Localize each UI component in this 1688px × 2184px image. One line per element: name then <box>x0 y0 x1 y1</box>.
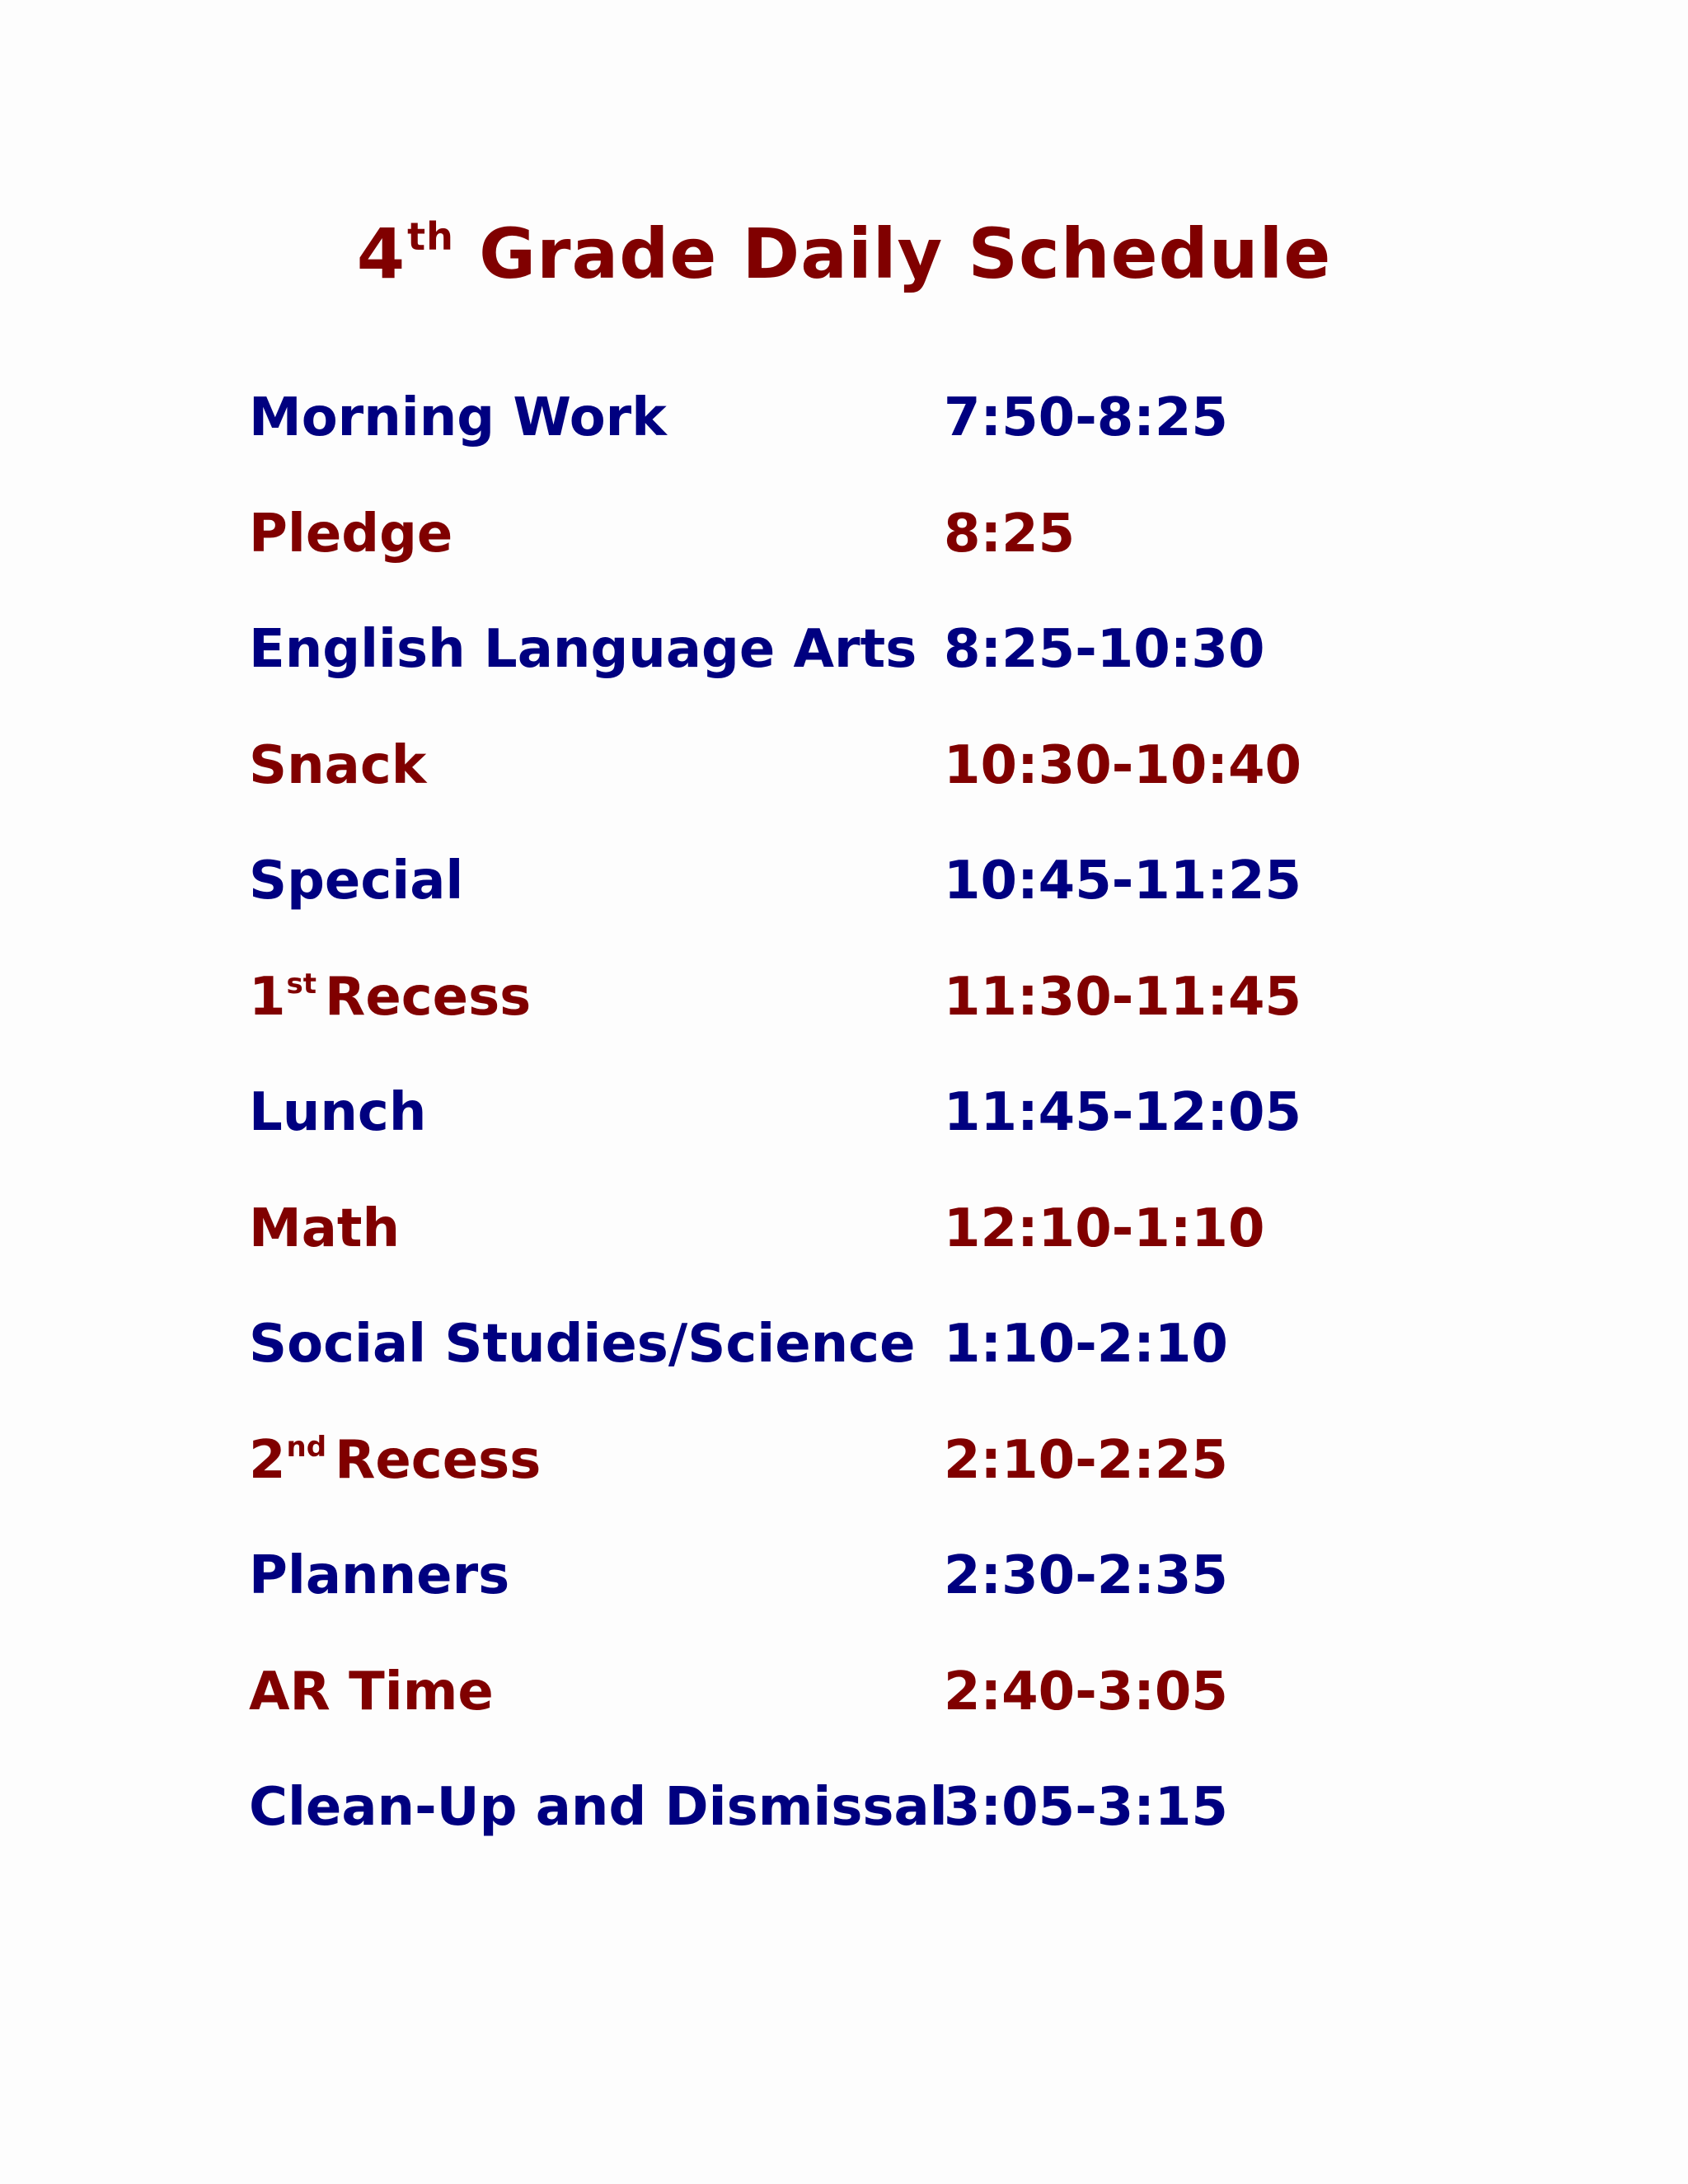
activity-name: Special <box>249 851 464 912</box>
title-text: Grade Daily Schedule <box>479 213 1332 294</box>
activity-time: 11:30-11:45 <box>944 966 1301 1028</box>
activity-time: 2:10-2:25 <box>944 1429 1228 1491</box>
ordinal-suffix: nd <box>286 1430 327 1464</box>
schedule-row <box>249 1758 1403 1874</box>
activity-name: 2nd Recess <box>249 1429 542 1491</box>
ordinal-suffix: st <box>286 967 317 1001</box>
schedule-list <box>249 368 1403 1874</box>
activity-name: English Language Arts <box>249 619 917 680</box>
activity-time: 1:10-2:10 <box>944 1314 1228 1375</box>
schedule-row <box>249 948 1403 1064</box>
activity-name: Lunch <box>249 1082 427 1143</box>
title-ordinal-suffix: th <box>407 214 454 259</box>
activity-name: Snack <box>249 734 427 796</box>
activity-time: 2:40-3:05 <box>944 1661 1228 1722</box>
activity-time: 11:45-12:05 <box>944 1082 1301 1143</box>
title-number: 4 <box>356 213 406 294</box>
schedule-row <box>249 1063 1403 1179</box>
activity-time: 3:05-3:15 <box>944 1777 1228 1838</box>
activity-time: 2:30-2:35 <box>944 1545 1228 1606</box>
activity-time: 10:45-11:25 <box>944 851 1301 912</box>
activity-name: Clean-Up and Dismissal <box>249 1777 948 1838</box>
schedule-row <box>249 716 1403 832</box>
activity-name: Planners <box>249 1545 510 1606</box>
schedule-row <box>249 600 1403 716</box>
schedule-row <box>249 1179 1403 1296</box>
schedule-row <box>249 1295 1403 1411</box>
page-title <box>0 204 1688 303</box>
schedule-row <box>249 485 1403 601</box>
activity-name: Math <box>249 1197 401 1259</box>
activity-time: 8:25-10:30 <box>944 619 1265 680</box>
activity-name: AR Time <box>249 1661 494 1722</box>
activity-time: 10:30-10:40 <box>944 734 1301 796</box>
schedule-row <box>249 1643 1403 1759</box>
activity-time: 8:25 <box>944 503 1076 565</box>
activity-name: Social Studies/Science <box>249 1314 916 1375</box>
schedule-row <box>249 832 1403 948</box>
schedule-row <box>249 1526 1403 1643</box>
activity-time: 12:10-1:10 <box>944 1197 1265 1259</box>
schedule-row <box>249 1411 1403 1527</box>
schedule-row <box>249 368 1403 485</box>
activity-name: 1st Recess <box>249 966 532 1028</box>
activity-name: Morning Work <box>249 387 667 448</box>
activity-name: Pledge <box>249 503 453 565</box>
activity-time: 7:50-8:25 <box>944 387 1228 448</box>
